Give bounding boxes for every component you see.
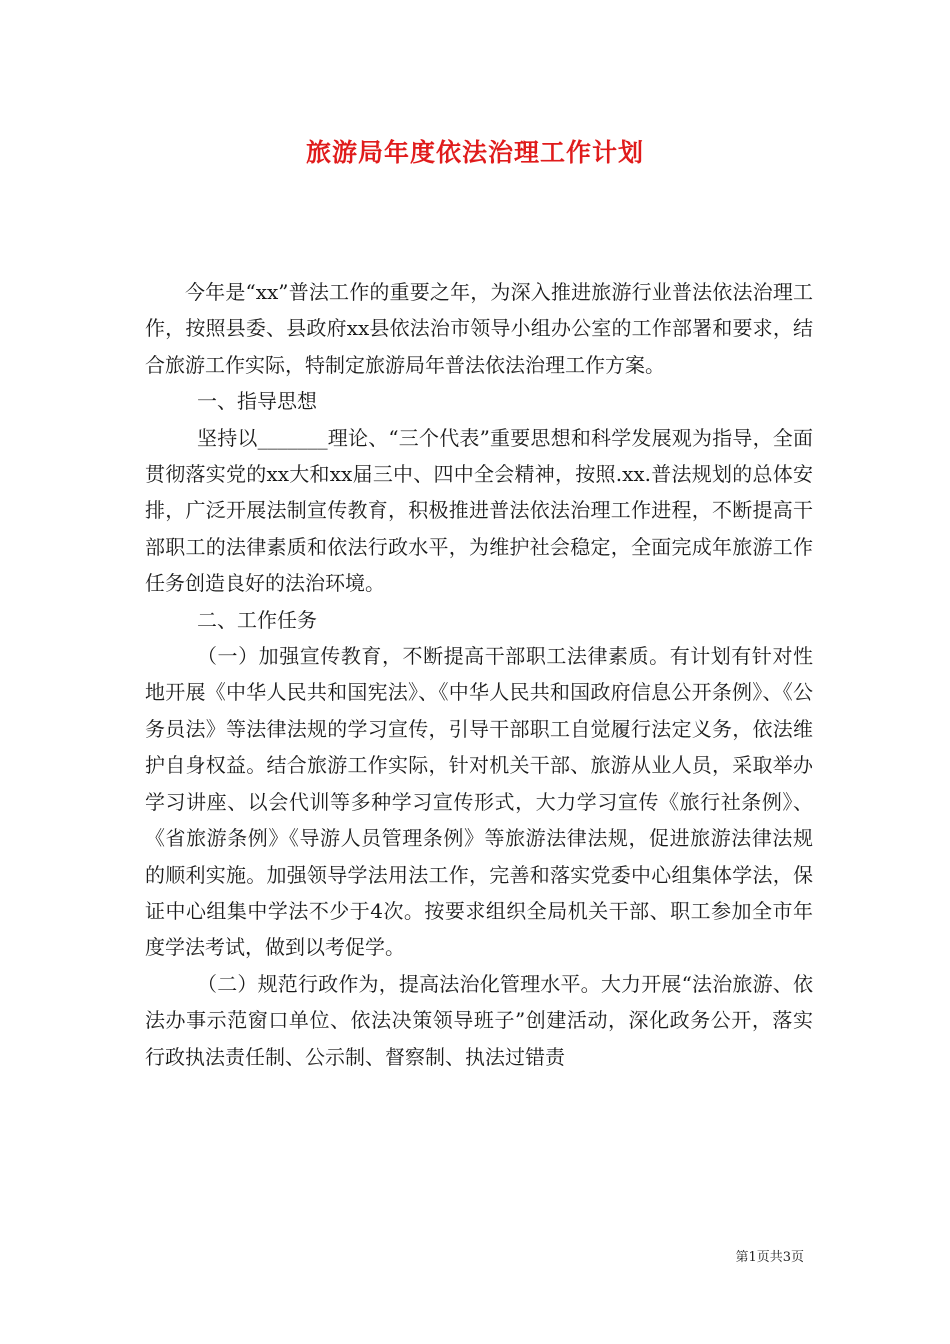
paragraph-guiding-thought: 坚持以_______理论、“三个代表”重要思想和科学发展观为指导，全面贯彻落实党的xx大和xx届三中、四中全会精神，按照.xx.普法规划的总体安排，广泛开展法制宣传教育，积极推进普法依法治理工作进程，不断提高干部职工的法律素质和依法行政水平，为维护社会稳定，全面完成年旅游工作任务创造良好的法治环境。 xyxy=(145,425,813,596)
page-number: 第1页共3页 xyxy=(735,1250,804,1265)
heading-guiding-thought: 一、指导思想 xyxy=(197,389,317,414)
document-title: 旅游局年度依法治理工作计划 xyxy=(305,138,644,167)
paragraph-task-1: （一）加强宣传教育，不断提高干部职工法律素质。有计划有针对性地开展《中华人民共和国宪法》、《中华人民共和国政府信息公开条例》、《公务员法》等法律法规的学习宣传，引导干部职工自觉履行法定义务，依法维护自身权益。结合旅游工作实际，针对机关干部、旅游从业人员，采取举办学习讲座、以会代训等多种学习宣传形式，大力学习宣传《旅行社条例》、《省旅游条例》《导游人员管理条例》等旅游法律法规，促进旅游法律法规的顺利实施。加强领导学法用法工作，完善和落实党委中心组集体学法，保证中心组集中学法不少于4次。按要求组织全局机关干部、职工参加全市年度学法考试，做到以考促学。 xyxy=(145,644,813,960)
document-body xyxy=(145,274,813,1075)
paragraph-task-2: （二）规范行政作为，提高法治化管理水平。大力开展“法治旅游、依法办事示范窗口单位、依法决策领导班子”创建活动，深化政务公开，落实行政执法责任制、公示制、督察制、执法过错责 xyxy=(145,971,813,1069)
heading-work-tasks: 二、工作任务 xyxy=(197,607,317,632)
paragraph-intro: 今年是“xx”普法工作的重要之年，为深入推进旅游行业普法依法治理工作，按照县委、县政府xx县依法治市领导小组办公室的工作部署和要求，结合旅游工作实际，特制定旅游局年普法依法治理工作方案。 xyxy=(145,280,813,377)
